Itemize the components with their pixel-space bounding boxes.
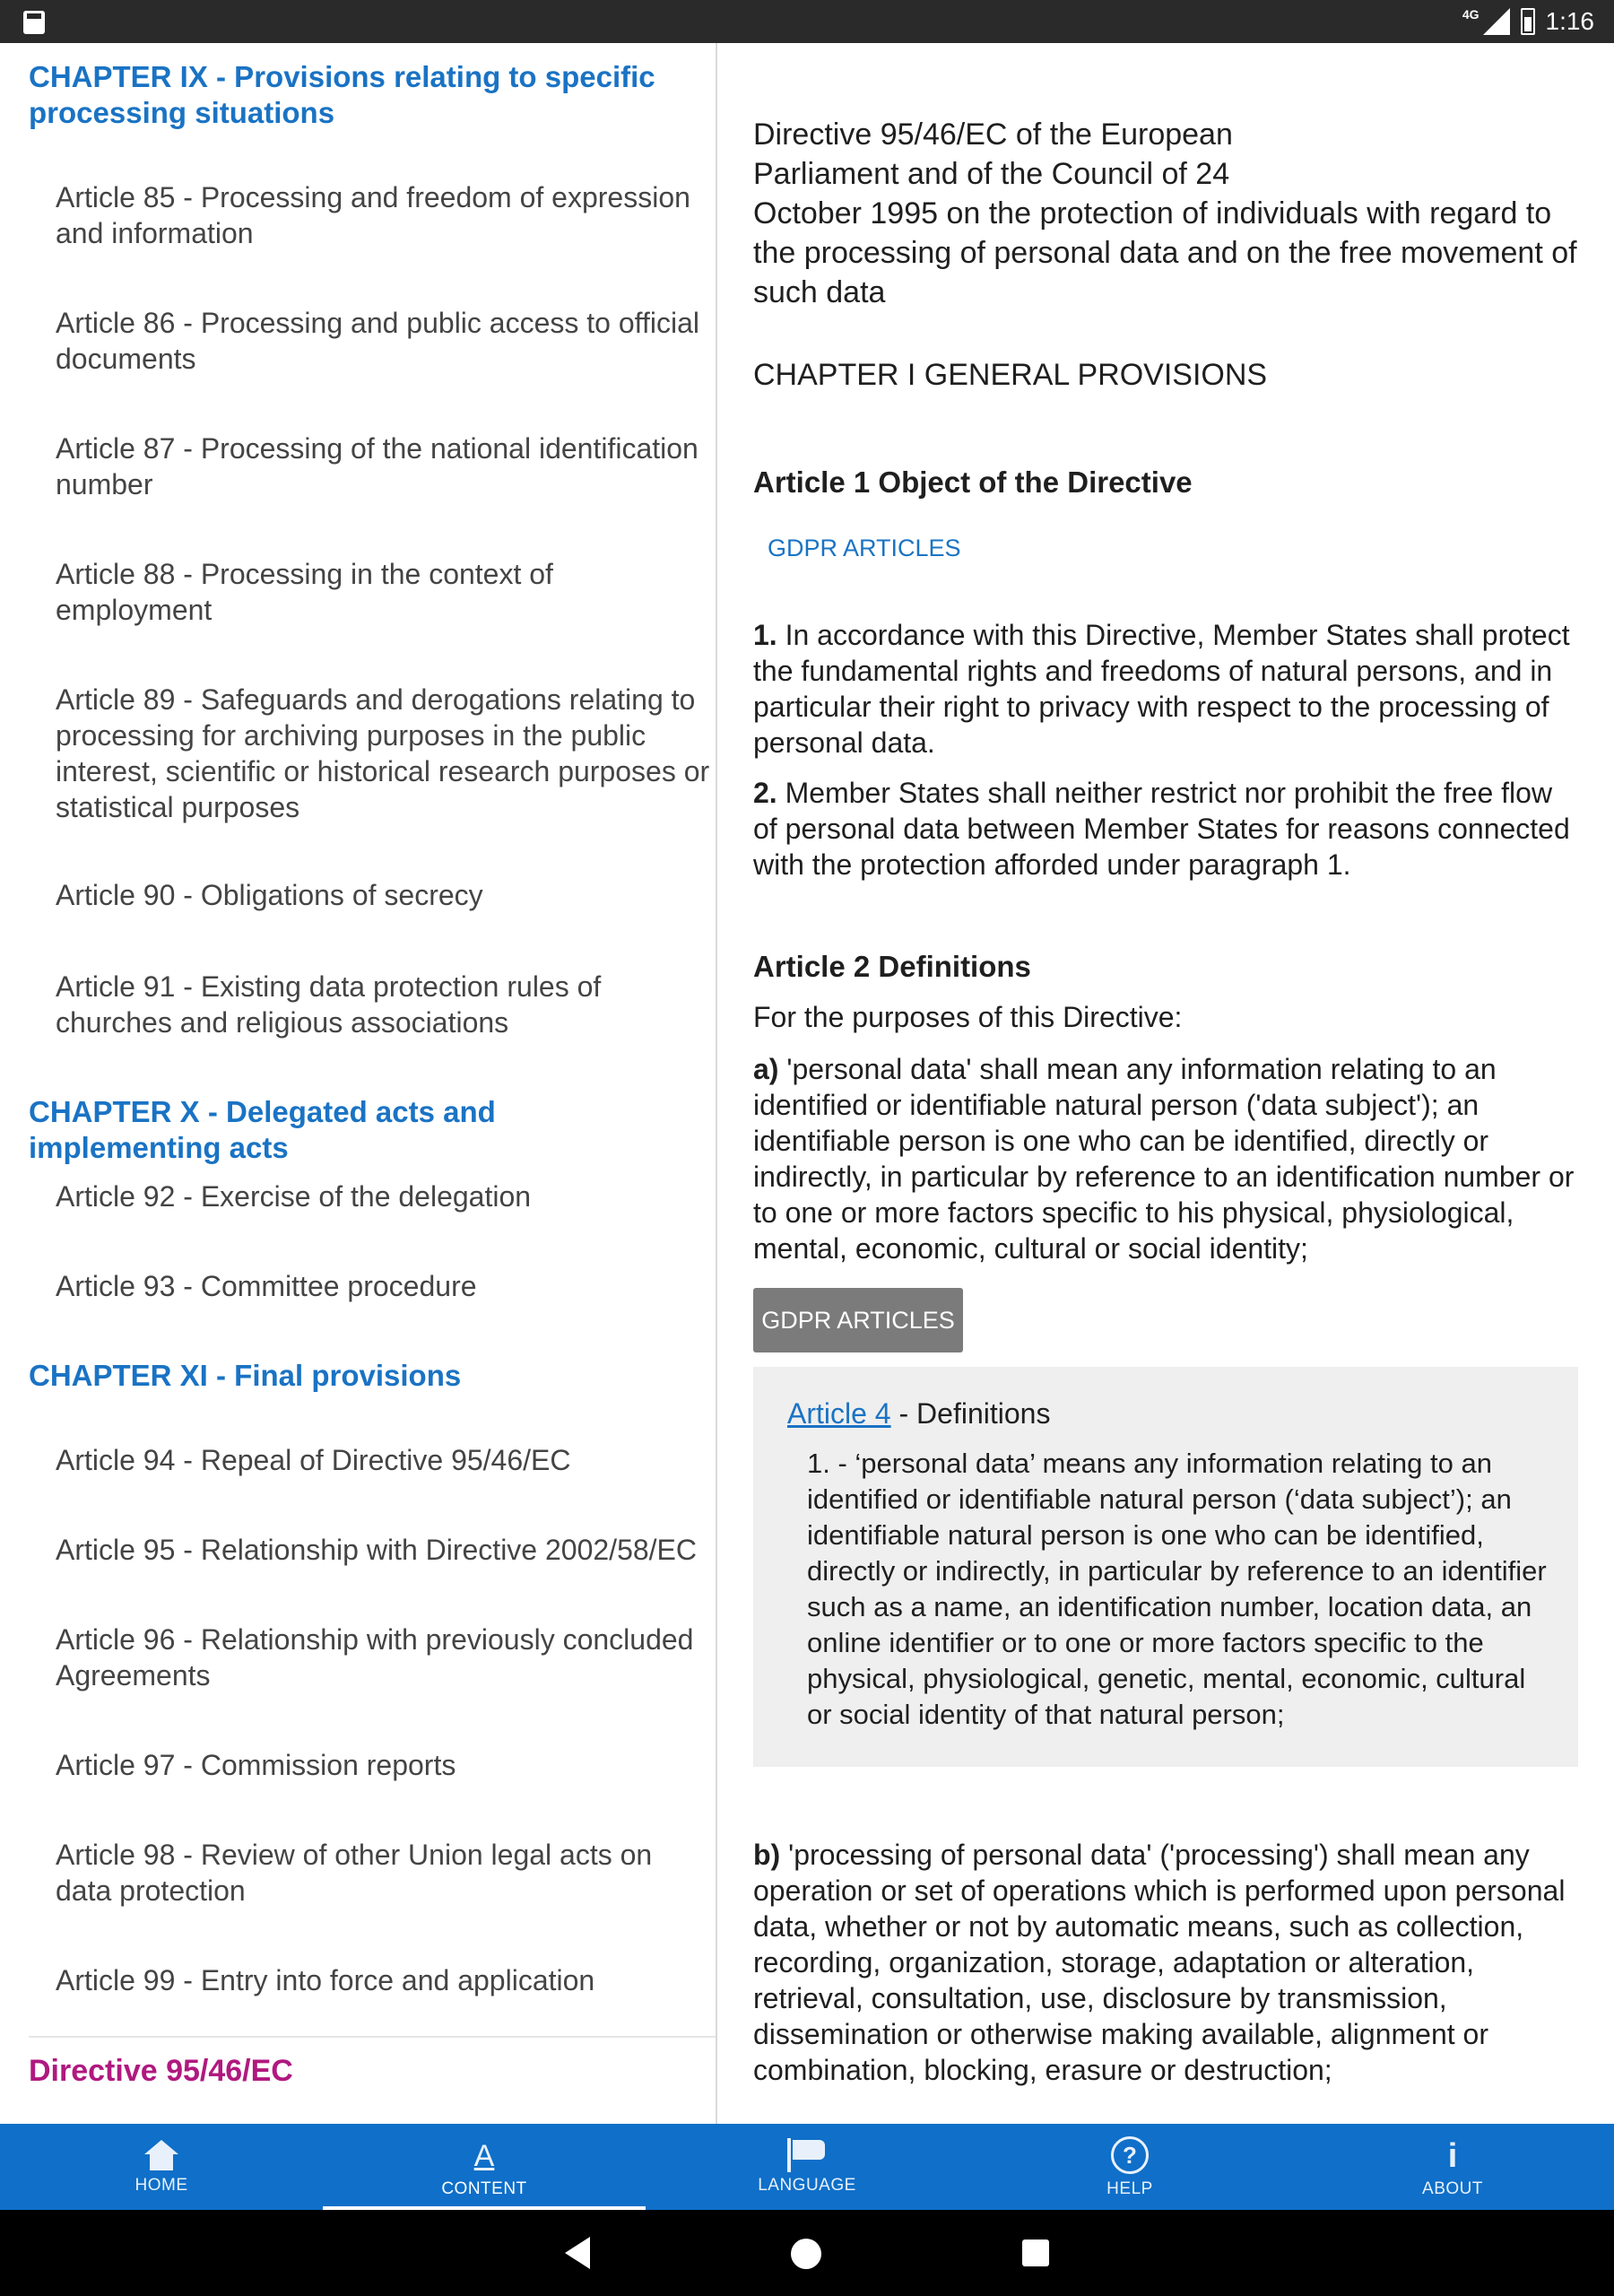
sd-card-icon — [23, 11, 45, 34]
nav-language[interactable]: LANGUAGE — [646, 2124, 968, 2210]
nav-about[interactable]: i ABOUT — [1291, 2124, 1614, 2210]
toc-article-85[interactable]: Article 85 - Processing and freedom of expression and information — [56, 181, 690, 249]
clock: 1:16 — [1545, 7, 1594, 35]
gdpr-box-heading: Article 4 - Definitions — [787, 1397, 1051, 1430]
flag-icon — [787, 2138, 827, 2170]
gdpr-article-4-link[interactable]: Article 4 — [787, 1397, 891, 1430]
nav-home[interactable]: HOME — [0, 2124, 323, 2210]
toc-article-95[interactable]: Article 95 - Relationship with Directive 2002/58/EC — [56, 1534, 697, 1566]
toc-divider — [29, 2036, 716, 2038]
toc-article-92[interactable]: Article 92 - Exercise of the delegation — [56, 1180, 532, 1213]
document-title: Directive 95/46/EC of the European Parliament and of the Council of 24 October 1995 on the protection of individuals with regard to the processing of personal data and on the free movement of such data — [753, 117, 1577, 309]
article1-heading: Article 1 Object of the Directive — [753, 465, 1193, 499]
toc-chapter-xi[interactable]: CHAPTER XI - Final provisions — [29, 1359, 462, 1392]
toc-article-97[interactable]: Article 97 - Commission reports — [56, 1749, 456, 1781]
content-icon: A — [473, 2139, 495, 2173]
system-nav-bar — [0, 2210, 1614, 2296]
nav-help[interactable]: ? HELP — [968, 2124, 1291, 2210]
toc-article-98[interactable]: Article 98 - Review of other Union legal acts on data protection — [56, 1839, 653, 1907]
toc-article-86[interactable]: Article 86 - Processing and public access to official documents — [56, 307, 699, 375]
article1-paragraph-2: 2. Member States shall neither restrict nor prohibit the free flow of personal data between Member States for reasons connected with the protection afforded under paragraph 1. — [753, 777, 1570, 881]
toc-article-91[interactable]: Article 91 - Existing data protection rules of churches and religious associations — [56, 970, 602, 1039]
nav-content[interactable]: A CONTENT — [323, 2124, 646, 2210]
bottom-nav — [0, 2124, 1614, 2210]
toc-article-87[interactable]: Article 87 - Processing of the national identification number — [56, 432, 699, 500]
gdpr-article-box — [753, 1367, 1578, 1767]
chapter-heading: CHAPTER I GENERAL PROVISIONS — [753, 358, 1268, 392]
toc-chapter-ix[interactable]: CHAPTER IX - Provisions relating to specific processing situations — [29, 60, 655, 129]
toc-article-93[interactable]: Article 93 - Committee procedure — [56, 1270, 477, 1302]
toc-article-88[interactable]: Article 88 - Processing in the context of employment — [56, 558, 553, 626]
status-icons — [1462, 5, 1594, 38]
toc-article-99[interactable]: Article 99 - Entry into force and application — [56, 1964, 595, 1996]
recents-icon[interactable] — [1022, 2239, 1049, 2266]
toc-directive-link[interactable]: Directive 95/46/EC — [29, 2054, 293, 2088]
gdpr-articles-link[interactable]: GDPR ARTICLES — [768, 535, 961, 561]
definition-b: b) 'processing of personal data' ('processing') shall mean any operation or set of operations which is performed upon personal data, whether or not by automatic means, such as collection, recording, organization, storage, adaptation or alteration, retrieval, consultation, use, disclosure by transmission, dissemination or otherwise making available, alignment or combination, blocking, erasure or destruction; — [753, 1839, 1566, 2086]
info-icon: i — [1447, 2137, 1458, 2175]
help-icon: ? — [1111, 2136, 1149, 2174]
toc-article-90[interactable]: Article 90 - Obligations of secrecy — [56, 879, 483, 911]
toc-chapter-x[interactable]: CHAPTER X - Delegated acts and implementing acts — [29, 1095, 496, 1164]
network-type: 4G — [1462, 7, 1480, 22]
home-circle-icon[interactable] — [791, 2239, 821, 2269]
toc-article-94[interactable]: Article 94 - Repeal of Directive 95/46/EC — [56, 1444, 571, 1476]
definition-a: a) 'personal data' shall mean any information relating to an identified or identifiable natural person ('data subject'); an identifiable person is one who can be identified, directly or indirectly, in particular by reference to an identification number or to one or more factors specific to his physical, physiological, mental, economic, cultural or social identity; — [753, 1053, 1575, 1265]
toc-pane[interactable] — [0, 43, 717, 2124]
toc-article-96[interactable]: Article 96 - Relationship with previously concluded Agreements — [56, 1623, 694, 1692]
signal-icon — [1483, 8, 1510, 35]
article1-paragraph-1: 1. In accordance with this Directive, Member States shall protect the fundamental rights and freedoms of natural persons, and in particular their right to privacy with respect to the processing of personal data. — [753, 619, 1570, 759]
article2-intro: For the purposes of this Directive: — [753, 1001, 1183, 1033]
home-icon — [144, 2140, 178, 2170]
toc-article-89[interactable]: Article 89 - Safeguards and derogations relating to processing for archiving purposes in the public interest, scientific or historical research purposes or statistical purposes — [56, 683, 710, 823]
gdpr-articles-button[interactable]: GDPR ARTICLES — [753, 1288, 963, 1352]
status-bar — [0, 0, 1614, 43]
gdpr-box-text: 1. - ‘personal data’ means any information relating to an identified or identifiable natural person (‘data subject’); an identifiable natural person is one who can be identified, directly or indirectly, in particular by reference to an identifier such as a name, an identification number, location data, an online identifier or to one or more factors specific to the physical, physiological, genetic, mental, economic, cultural or social identity of that natural person; — [807, 1448, 1547, 1730]
document-pane[interactable] — [717, 43, 1614, 2124]
back-icon[interactable] — [565, 2237, 590, 2269]
article2-heading: Article 2 Definitions — [753, 950, 1031, 983]
battery-icon — [1521, 8, 1535, 35]
